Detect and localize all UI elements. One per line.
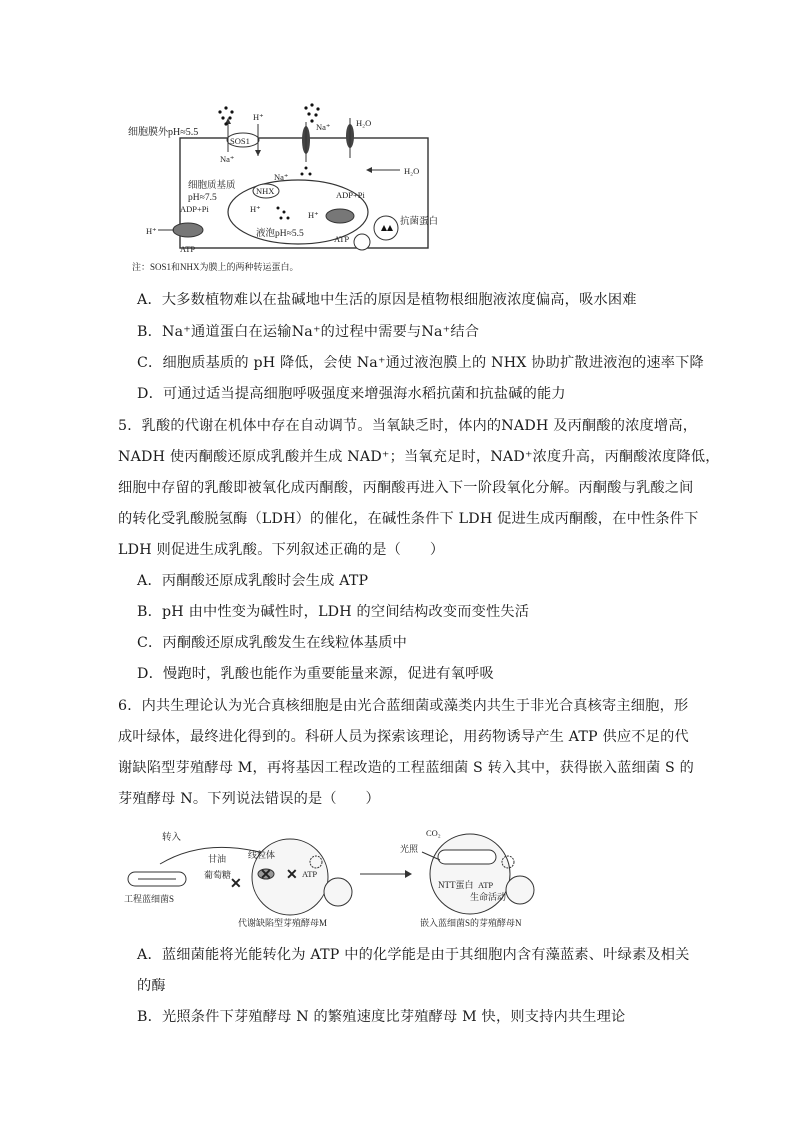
h-plus-label-2: H⁺: [250, 204, 261, 214]
sos1-label: SOS1: [230, 136, 250, 146]
q6-option-a: A．蓝细菌能将光能转化为 ATP 中的化学能是由于其细胞内含有藻蓝素、叶绿素及相关: [137, 947, 690, 963]
adp-label-2: ADP+Pi: [180, 204, 209, 214]
cytoplasm-label: 细胞质基质: [188, 181, 236, 191]
co2-label: CO₂: [426, 828, 441, 838]
antibacterial-label: 抗菌蛋白: [400, 217, 439, 227]
atp-label-1: ATP: [334, 234, 350, 244]
q5-option-c: C．丙酮酸还原成乳酸发生在线粒体基质中: [137, 635, 408, 651]
q6-stem-line4: 芽殖酵母 N。下列说法错误的是（ ）: [118, 791, 380, 807]
q6-stem-line3: 谢缺陷型芽殖酵母 M，再将基因工程改造的工程蓝细菌 S 转入其中，获得嵌入蓝细菌 S 的: [118, 760, 695, 776]
q5-option-a: A．丙酮酸还原成乳酸时会生成 ATP: [137, 573, 369, 589]
transfer-label: 转入: [162, 833, 182, 843]
life-activity-label: 生命活动: [470, 892, 507, 902]
membrane-atpase: [173, 223, 203, 237]
q4-option-c: C．细胞质基质的 pH 降低，会使 Na⁺通过液泡膜上的 NHX 协助扩散进液泡的速率下降: [137, 355, 704, 371]
h-plus-label-1: H⁺: [253, 112, 264, 122]
q5-stem-line5: LDH 则促进生成乳酸。下列叙述正确的是（ ）: [118, 542, 445, 558]
cross-1: ✕: [260, 868, 272, 883]
yeast-n-cell: [430, 834, 510, 914]
glycerol-label: 甘油: [208, 854, 227, 864]
cross-3: ✕: [230, 877, 242, 892]
h2o-label-2: H₂O: [404, 166, 420, 176]
vacuole-atpase: [326, 209, 354, 223]
vesicle: [374, 216, 398, 240]
ph-outside-label: 细胞膜外pH≈5.5: [128, 127, 199, 138]
cross-2: ✕: [286, 868, 298, 883]
q5-option-d: D．慢跑时，乳酸也能作为重要能量来源，促进有氧呼吸: [137, 666, 494, 682]
yeast-n-label: 嵌入蓝细菌S的芽殖酵母N: [420, 918, 522, 928]
na-plus-label-2: Na⁺: [220, 154, 235, 164]
q6-stem-line1: 6．内共生理论认为光合真核细胞是由光合蓝细菌或藻类内共生于非光合真核寄主细胞，形: [118, 698, 689, 714]
q4-option-d: D．可通过适当提高细胞呼吸强度来增强海水稻抗菌和抗盐碱的能力: [137, 386, 566, 402]
figure-cell-transport: [128, 100, 448, 278]
q5-option-b: B．pH 由中性变为碱性时，LDH 的空间结构改变而变性失活: [137, 604, 530, 620]
embedded-cyanobacterium: [438, 850, 496, 864]
engineered-label: 工程蓝细菌S: [124, 894, 175, 904]
ntt-label: NTT蛋白: [438, 880, 474, 890]
cytoplasm-ph-label: pH≈7.5: [188, 193, 217, 203]
h2o-label-1: H₂O: [356, 118, 372, 128]
q4-option-b: B．Na⁺通道蛋白在运输Na⁺的过程中需要与Na⁺结合: [137, 324, 480, 340]
yeast-m-label: 代谢缺陷型芽殖酵母M: [238, 918, 328, 928]
figure-yeast-endosymbiosis: [120, 822, 640, 934]
na-plus-label-1: Na⁺: [316, 122, 331, 132]
q4-option-a: A．大多数植物难以在盐碱地中生活的原因是植物根细胞液浓度偏高，吸水困难: [137, 292, 637, 308]
h-plus-label-4: H⁺: [146, 226, 157, 236]
q6-option-b: B．光照条件下芽殖酵母 N 的繁殖速度比芽殖酵母 M 快，则支持内共生理论: [137, 1009, 626, 1025]
na-ions-top: [218, 103, 319, 125]
atp-label-2: ATP: [180, 244, 196, 254]
h-plus-label-3: H⁺: [308, 210, 319, 220]
q5-stem-line3: 细胞中存留的乳酸即被氧化成丙酮酸，丙酮酸再进入下一阶段氧化分解。丙酮酸与乳酸之间: [118, 480, 694, 496]
light-label: 光照: [400, 844, 419, 854]
atp-label-n: ATP: [478, 880, 494, 890]
q5-stem-line1: 5．乳酸的代谢在机体中存在自动调节。当氧缺乏时，体内的NADH 及丙酮酸的浓度增高，: [118, 418, 698, 434]
atp-label-m: ATP: [302, 869, 318, 879]
glucose-label: 葡萄糖: [204, 870, 232, 880]
nhx-label: NHX: [256, 186, 275, 196]
q5-stem-line2: NADH 使丙酮酸还原成乳酸并生成 NAD⁺；当氧充足时，NAD⁺浓度升高，丙酮酸浓度降低，: [118, 449, 720, 465]
na-plus-label-3: Na⁺: [274, 172, 289, 182]
mito-label: 线粒体: [248, 850, 276, 860]
adp-label-1: ADP+Pi: [336, 190, 365, 200]
q6-option-a-cont: 的酶: [137, 978, 166, 994]
figure1-note: 注：SOS1和NHX为膜上的两种转运蛋白。: [132, 262, 299, 272]
q6-stem-line2: 成叶绿体，最终进化得到的。科研人员为探索该理论，用药物诱导产生 ATP 供应不足的代: [118, 729, 689, 745]
q5-stem-line4: 的转化受乳酸脱氢酶（LDH）的催化，在碱性条件下 LDH 促进生成丙酮酸，在中性条件下: [118, 511, 699, 527]
vacuole-ph-label: 液泡pH≈5.5: [256, 229, 304, 239]
